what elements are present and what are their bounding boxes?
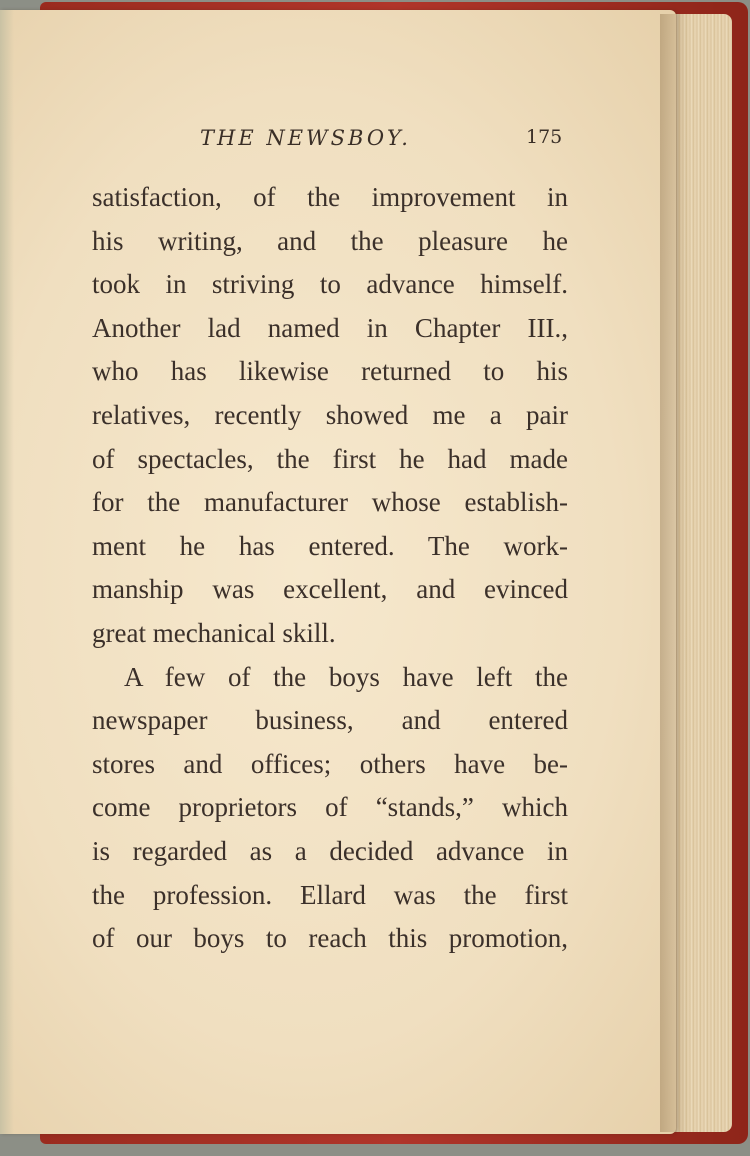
text-line: manship was excellent, and evinced	[92, 574, 568, 605]
text-line: stores and offices; others have be-	[92, 748, 568, 779]
text-line: the profession. Ellard was the first	[92, 879, 568, 910]
text-line: who has likewise returned to his	[92, 356, 568, 387]
text-line: satisfaction, of the improvement in	[92, 182, 568, 212]
body-text	[92, 176, 568, 961]
text-line: of our boys to reach this promotion,	[92, 923, 568, 954]
text-line: his writing, and the pleasure he	[92, 225, 568, 256]
text-line: took in striving to advance himself.	[92, 269, 568, 300]
text-line: newspaper business, and entered	[92, 705, 568, 736]
page-edge-shadow	[660, 14, 690, 1132]
page-number: 175	[526, 126, 563, 148]
page-gutter	[0, 10, 14, 1134]
text-line: of spectacles, the first he had made	[92, 443, 568, 474]
running-head: THE NEWSBOY.	[200, 126, 411, 150]
text-line: for the manufacturer whose establish-	[92, 487, 568, 518]
text-line: A few of the boys have left the	[124, 661, 568, 692]
text-line: come proprietors of “stands,” which	[92, 792, 568, 823]
text-line: is regarded as a decided advance in	[92, 835, 568, 866]
text-line: great mechanical skill.	[92, 617, 336, 648]
text-line: ment he has entered. The work-	[92, 530, 568, 561]
text-line: Another lad named in Chapter III.,	[92, 312, 568, 343]
text-line: relatives, recently showed me a pair	[92, 399, 568, 430]
